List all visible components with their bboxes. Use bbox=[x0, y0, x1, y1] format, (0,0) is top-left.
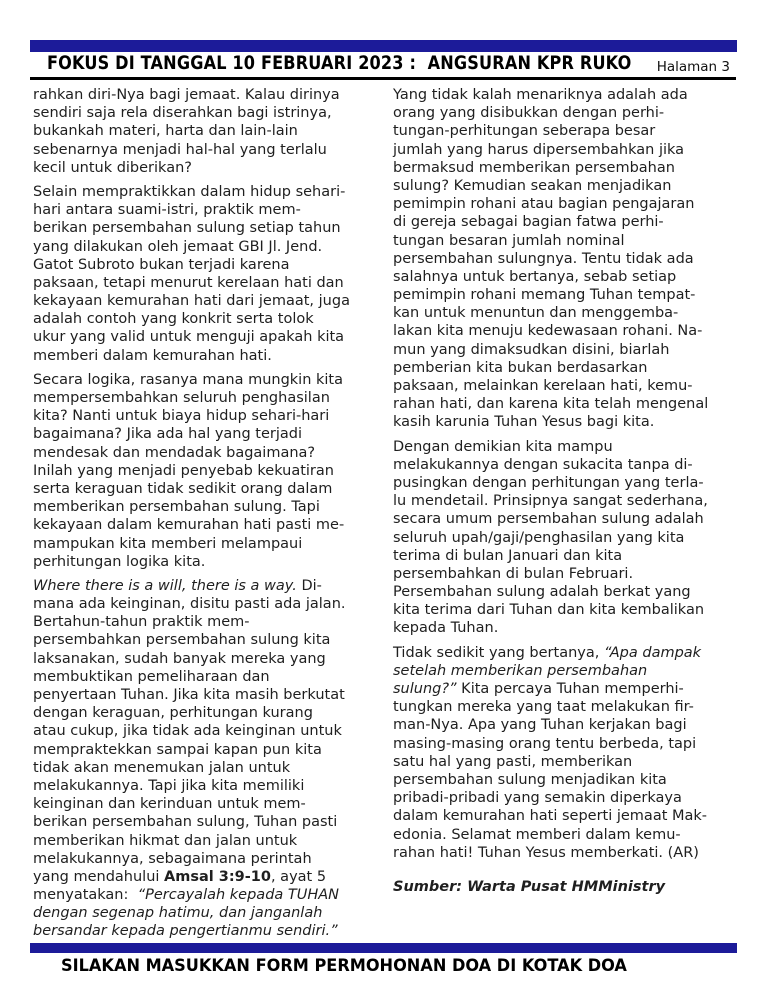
text-line bbox=[33, 498, 391, 516]
text-run: tungan besaran jumlah nominal bbox=[393, 232, 625, 249]
text-line bbox=[393, 492, 751, 510]
right-column bbox=[393, 86, 751, 896]
text-run: hari antara suami-istri, praktik mem- bbox=[33, 202, 301, 219]
text-line bbox=[33, 444, 391, 462]
text-run: persembahan sulung menjadikan kita bbox=[393, 771, 667, 788]
text-run: sendiri saja rela diserahkan bagi istrinya, bbox=[33, 105, 332, 122]
text-run: Inilah yang menjadi penyebab kekuatiran bbox=[33, 462, 334, 479]
text-line bbox=[393, 601, 751, 619]
text-line bbox=[393, 771, 751, 789]
text-run: Di- bbox=[296, 577, 322, 594]
text-line bbox=[33, 577, 391, 595]
text-line bbox=[393, 844, 751, 862]
text-run: kekayaan kemurahan hati dari jemaat, juga bbox=[33, 293, 350, 310]
text-run: pusingkan dengan perhitungan yang terla- bbox=[393, 474, 704, 491]
text-line bbox=[393, 395, 751, 413]
text-run: sebenarnya menjadi hal-hal yang terlalu bbox=[33, 141, 327, 158]
text-line bbox=[33, 650, 391, 668]
text-run: terima di bulan Januari dan kita bbox=[393, 547, 623, 564]
text-run: , ayat 5 bbox=[270, 868, 327, 885]
paragraph bbox=[33, 371, 391, 571]
text-run: Secara logika, rasanya mana mungkin kita bbox=[33, 371, 343, 388]
paragraph bbox=[33, 183, 391, 365]
text-run: dengan segenap hatimu, dan janganlah bbox=[33, 905, 323, 922]
paragraph bbox=[393, 878, 751, 896]
text-run: Dengan demikian kita mampu bbox=[393, 438, 613, 455]
text-line bbox=[393, 456, 751, 474]
text-run: atau cukup, jika tidak ada keinginan untuk bbox=[33, 723, 342, 740]
header-accent-bar bbox=[30, 40, 737, 52]
text-run: bermaksud memberikan persembahan bbox=[393, 159, 675, 176]
text-line bbox=[33, 310, 391, 328]
text-run: tungan-perhitungan seberapa besar bbox=[393, 123, 656, 140]
text-run: salahnya untuk bertanya, sebab setiap bbox=[393, 268, 677, 285]
text-run: keinginan dan kerinduan untuk mem- bbox=[33, 796, 306, 813]
text-run: dengan keraguan, perhitungan kurang bbox=[33, 705, 313, 722]
text-run: Persembahan sulung adalah berkat yang bbox=[393, 584, 691, 601]
text-line bbox=[33, 183, 391, 201]
text-run: perhitungan logika kita. bbox=[33, 553, 206, 570]
page-number: Halaman 3 bbox=[656, 59, 730, 75]
text-run: tungkan mereka yang taat melakukan fir- bbox=[393, 699, 694, 716]
text-line bbox=[33, 462, 391, 480]
text-run: yang dilakukan oleh jemaat GBI Jl. Jend. bbox=[33, 238, 323, 255]
text-line bbox=[33, 795, 391, 813]
text-run: tidak akan menemukan jalan untuk bbox=[33, 759, 291, 776]
text-run: persembahan sulungnya. Tentu tidak ada bbox=[393, 250, 694, 267]
text-run: rahan hati! Tuhan Yesus memberkati. (AR) bbox=[393, 844, 699, 861]
text-run: Kita percaya Tuhan memperhi- bbox=[456, 681, 684, 697]
text-run: orang yang disibukkan dengan perhi- bbox=[393, 105, 665, 122]
text-run: setelah memberikan persembahan bbox=[393, 662, 648, 679]
text-line bbox=[33, 922, 391, 940]
text-run: laksanakan, sudah banyak mereka yang bbox=[33, 650, 326, 667]
text-line bbox=[33, 480, 391, 498]
text-line bbox=[393, 413, 751, 431]
text-line bbox=[393, 735, 751, 753]
text-run: berikan persembahan sulung setiap tahun bbox=[33, 220, 341, 237]
text-run: memberikan hikmat dan jalan untuk bbox=[33, 832, 298, 849]
text-run: persembahkan persembahan sulung kita bbox=[33, 632, 331, 649]
text-line bbox=[393, 159, 751, 177]
text-line bbox=[33, 759, 391, 777]
text-line bbox=[393, 826, 751, 844]
paragraph bbox=[393, 438, 751, 638]
text-run: edonia. Selamat memberi dalam kemu- bbox=[393, 826, 681, 843]
text-line bbox=[393, 565, 751, 583]
left-column bbox=[33, 86, 391, 941]
text-run: kita? Nanti untuk biaya hidup sehari-hari bbox=[33, 408, 330, 425]
text-run: adalah contoh yang konkrit serta tolok bbox=[33, 311, 314, 328]
text-run: kan untuk menuntun dan menggemba- bbox=[393, 305, 679, 322]
text-line bbox=[393, 104, 751, 122]
text-line bbox=[393, 474, 751, 492]
text-run: persembahkan di bulan Februari. bbox=[393, 565, 634, 582]
text-line bbox=[393, 698, 751, 716]
page-title: FOKUS DI TANGGAL 10 FEBRUARI 2023 : ANGSURAN KPR RUKO bbox=[47, 53, 632, 74]
text-line bbox=[33, 813, 391, 831]
text-line bbox=[33, 535, 391, 553]
text-run: memberi dalam kemurahan hati. bbox=[33, 347, 272, 364]
text-run: menyatakan: bbox=[33, 887, 138, 904]
text-line bbox=[393, 177, 751, 195]
text-line bbox=[33, 741, 391, 759]
text-line bbox=[33, 201, 391, 219]
text-line bbox=[393, 341, 751, 359]
text-line bbox=[393, 680, 751, 698]
text-line bbox=[33, 407, 391, 425]
text-run: bagaimana? Jika ada hal yang terjadi bbox=[33, 426, 303, 443]
text-run: pemimpin rohani atau bagian pengajaran bbox=[393, 196, 695, 213]
text-run: kecil untuk diberikan? bbox=[33, 159, 192, 176]
text-line bbox=[33, 704, 391, 722]
text-run: sulung?” bbox=[393, 681, 457, 697]
text-run: secara umum persembahan sulung adalah bbox=[393, 511, 704, 528]
text-line bbox=[33, 347, 391, 365]
text-line bbox=[33, 371, 391, 389]
text-run: seluruh upah/gaji/penghasilan yang kita bbox=[393, 529, 685, 546]
text-line bbox=[393, 250, 751, 268]
paragraph bbox=[393, 644, 751, 862]
paragraph bbox=[393, 86, 751, 432]
text-run: mun yang dimaksudkan disini, biarlah bbox=[393, 341, 670, 358]
text-run: kepada Tuhan. bbox=[393, 620, 499, 637]
text-run: sulung? Kemudian seakan menjadikan bbox=[393, 177, 672, 194]
text-run: Where there is a will, there is a way. bbox=[33, 577, 297, 594]
text-line bbox=[393, 662, 751, 680]
text-run: jumlah yang harus dipersembahkan jika bbox=[393, 141, 685, 158]
text-line bbox=[33, 516, 391, 534]
text-line bbox=[393, 529, 751, 547]
text-line bbox=[33, 631, 391, 649]
text-run: Tidak sedikit yang bertanya, bbox=[393, 644, 604, 661]
text-run: rahan hati, dan karena kita telah mengenal bbox=[393, 396, 709, 413]
text-run: Sumber: Warta Pusat HMMinistry bbox=[393, 878, 666, 895]
text-line bbox=[393, 753, 751, 771]
text-run: “Percayalah kepada TUHAN bbox=[137, 887, 340, 904]
text-run: Yang tidak kalah menariknya adalah ada bbox=[393, 87, 688, 103]
text-line bbox=[393, 213, 751, 231]
text-run: melakukannya. Tapi jika kita memiliki bbox=[33, 777, 305, 794]
text-line bbox=[33, 595, 391, 613]
text-run: melakukannya dengan sukacita tanpa di- bbox=[393, 456, 693, 473]
footer-accent-bar bbox=[30, 943, 737, 953]
text-run: bukankah materi, harta dan lain-lain bbox=[33, 123, 298, 140]
text-run: serta keraguan tidak sedikit orang dalam bbox=[33, 480, 333, 497]
text-run: mempraktekkan sampai kapan pun kita bbox=[33, 741, 322, 758]
text-run: man-Nya. Apa yang Tuhan kerjakan bagi bbox=[393, 717, 687, 734]
text-run: Gatot Subroto bukan terjadi karena bbox=[33, 256, 290, 273]
text-run: rahkan diri-Nya bagi jemaat. Kalau dirinya bbox=[33, 87, 340, 103]
text-line bbox=[393, 322, 751, 340]
text-run: Amsal 3:9-10 bbox=[164, 868, 271, 885]
text-line bbox=[33, 553, 391, 571]
paragraph bbox=[33, 577, 391, 941]
text-line bbox=[393, 304, 751, 322]
text-line bbox=[33, 904, 391, 922]
text-line bbox=[33, 832, 391, 850]
text-run: kita terima dari Tuhan dan kita kembalikan bbox=[393, 602, 705, 619]
text-run: pemimpin rohani memang Tuhan tempat- bbox=[393, 287, 696, 304]
text-run: melakukannya, sebagaimana perintah bbox=[33, 850, 312, 867]
text-run: kekayaan dalam kemurahan hati pasti me- bbox=[33, 517, 345, 534]
text-run: mampukan kita memberi melampaui bbox=[33, 535, 303, 552]
text-run: lakan kita menuju kedewasaan rohani. Na- bbox=[393, 323, 703, 340]
text-line bbox=[393, 716, 751, 734]
text-line bbox=[33, 256, 391, 274]
text-line bbox=[393, 268, 751, 286]
text-line bbox=[33, 159, 391, 177]
text-line bbox=[33, 122, 391, 140]
text-run: di gereja sebagai bagian fatwa perhi- bbox=[393, 214, 664, 231]
text-line bbox=[33, 238, 391, 256]
text-run: mendesak dan mendadak bagaimana? bbox=[33, 444, 316, 461]
text-line bbox=[33, 868, 391, 886]
text-line bbox=[33, 104, 391, 122]
text-run: “Apa dampak bbox=[603, 644, 702, 661]
text-run: mempersembahkan seluruh penghasilan bbox=[33, 390, 330, 406]
text-line bbox=[393, 377, 751, 395]
paragraph bbox=[33, 86, 391, 177]
text-line bbox=[33, 686, 391, 704]
text-run: dalam kemurahan hati seperti jemaat Mak- bbox=[393, 808, 708, 825]
text-line bbox=[393, 122, 751, 140]
text-line bbox=[33, 389, 391, 407]
text-run: paksaan, tetapi menurut kerelaan hati dan bbox=[33, 274, 344, 291]
text-run: penyertaan Tuhan. Jika kita masih berkutat bbox=[33, 687, 345, 703]
text-run: Bertahun-tahun praktik mem- bbox=[33, 614, 250, 631]
text-line bbox=[33, 850, 391, 868]
text-line bbox=[33, 328, 391, 346]
text-line bbox=[33, 777, 391, 795]
text-run: lu mendetail. Prinsipnya sangat sederhana, bbox=[393, 493, 708, 510]
text-line bbox=[33, 722, 391, 740]
text-line bbox=[393, 583, 751, 601]
text-line bbox=[393, 232, 751, 250]
text-run: pribadi-pribadi yang semakin diperkaya bbox=[393, 790, 682, 807]
text-line bbox=[33, 886, 391, 904]
text-line bbox=[393, 644, 751, 662]
text-line bbox=[33, 86, 391, 104]
text-run: bersandar kepada pengertianmu sendiri.” bbox=[33, 923, 338, 940]
text-line bbox=[393, 286, 751, 304]
text-line bbox=[393, 359, 751, 377]
header-divider bbox=[30, 77, 736, 80]
text-run: ukur yang valid untuk menguji apakah kita bbox=[33, 329, 345, 346]
text-line bbox=[33, 613, 391, 631]
text-run: masing-masing orang tentu berbeda, tapi bbox=[393, 735, 697, 752]
text-line bbox=[33, 274, 391, 292]
text-run: mana ada keinginan, disitu pasti ada jalan. bbox=[33, 596, 346, 613]
text-line bbox=[393, 438, 751, 456]
text-line bbox=[393, 86, 751, 104]
text-run: pemberian kita bukan berdasarkan bbox=[393, 359, 648, 376]
text-run: kasih karunia Tuhan Yesus bagi kita. bbox=[393, 414, 655, 431]
text-line bbox=[33, 292, 391, 310]
text-line bbox=[393, 510, 751, 528]
text-line bbox=[393, 807, 751, 825]
text-run: paksaan, melainkan kerelaan hati, kemu- bbox=[393, 378, 693, 394]
text-run: satu hal yang pasti, memberikan bbox=[393, 753, 633, 770]
text-line bbox=[33, 668, 391, 686]
text-run: yang mendahului bbox=[33, 868, 165, 885]
text-line bbox=[393, 878, 751, 896]
text-line bbox=[393, 195, 751, 213]
text-run: memberikan persembahan sulung. Tapi bbox=[33, 499, 320, 516]
text-line bbox=[33, 219, 391, 237]
text-line bbox=[33, 141, 391, 159]
text-line bbox=[393, 789, 751, 807]
footer-notice: SILAKAN MASUKKAN FORM PERMOHONAN DOA DI KOTAK DOA bbox=[61, 956, 627, 976]
text-run: Selain mempraktikkan dalam hidup sehari- bbox=[33, 183, 346, 200]
text-run: berikan persembahan sulung, Tuhan pasti bbox=[33, 814, 338, 831]
text-line bbox=[33, 425, 391, 443]
text-line bbox=[393, 141, 751, 159]
text-line bbox=[393, 547, 751, 565]
text-line bbox=[393, 619, 751, 637]
text-run: membuktikan pemeliharaan dan bbox=[33, 668, 270, 685]
